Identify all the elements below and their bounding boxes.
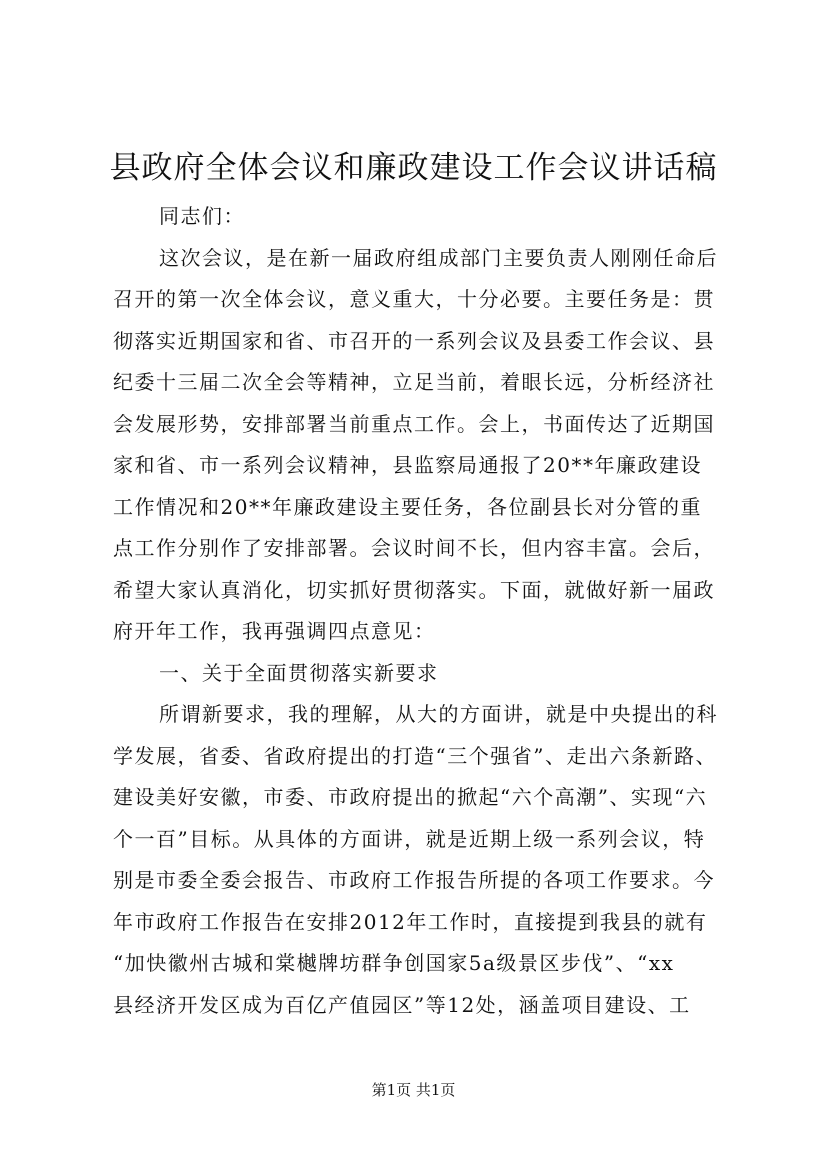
paragraph-line: 县经济开发区成为百亿产值园区”等12处，涵盖项目建设、工 — [113, 992, 691, 1017]
paragraph-line: 这次会议，是在新一届政府组成部门主要负责人刚刚任命后 — [159, 245, 718, 270]
paragraph-line: 学发展，省委、省政府提出的打造“三个强省”、走出六条新路、 — [113, 743, 717, 768]
paragraph-line: 会发展形势，安排部署当前重点工作。会上，书面传达了近期国 — [113, 411, 715, 436]
paragraph-line: 个一百”目标。从具体的方面讲，就是近期上级一系列会议，特 — [113, 826, 706, 851]
section-heading: 一、关于全面贯彻落实新要求 — [159, 660, 439, 685]
salutation: 同志们： — [159, 204, 245, 228]
paragraph-line: 建设美好安徽，市委、市政府提出的掀起“六个高潮”、实现“六 — [113, 785, 708, 809]
paragraph-line: 召开的第一次全体会议，意义重大，十分必要。主要任务是：贯 — [113, 287, 715, 311]
paragraph-line: 希望大家认真消化，切实抓好贯彻落实。下面，就做好新一届政 — [113, 577, 715, 602]
paragraph-line: 点工作分别作了安排部署。会议时间不长，但内容丰富。会后， — [113, 536, 715, 560]
paragraph-line: 家和省、市一系列会议精神，县监察局通报了20**年廉政建设 — [113, 453, 702, 477]
paragraph-line: 工作情况和20**年廉政建设主要任务，各位副县长对分管的重 — [113, 494, 702, 519]
paragraph-line: “加快徽州古城和棠樾牌坊群争创国家5a级景区步伐”、“xx — [113, 951, 675, 975]
page-footer: 第1页 共1页 — [371, 1081, 456, 1099]
paragraph-line: 纪委十三届二次全会等精神，立足当前，着眼长远，分析经济社 — [113, 370, 715, 394]
paragraph-line: 别是市委全委会报告、市政府工作报告所提的各项工作要求。今 — [113, 868, 715, 892]
paragraph-line: 府开年工作，我再强调四点意见： — [113, 619, 436, 643]
document-title: 县政府全体会议和廉政建设工作会议讲话稿 — [109, 150, 718, 186]
document-body — [113, 196, 717, 1026]
paragraph-line: 彻落实近期国家和省、市召开的一系列会议及县委工作会议、县 — [113, 328, 715, 353]
paragraph-line: 所谓新要求，我的理解，从大的方面讲，就是中央提出的科 — [159, 702, 718, 726]
paragraph-line: 年市政府工作报告在安排2012年工作时，直接提到我县的就有 — [113, 909, 708, 934]
